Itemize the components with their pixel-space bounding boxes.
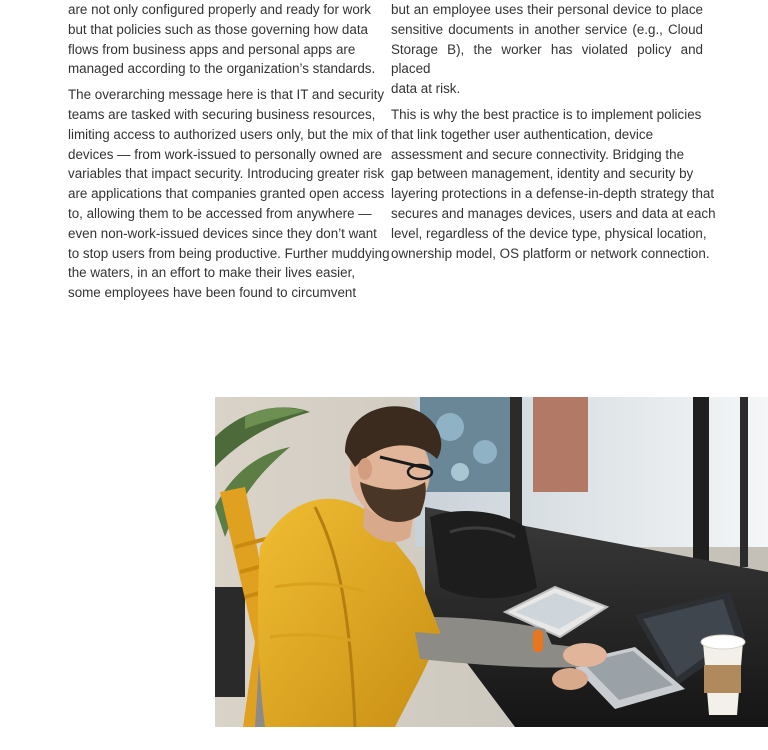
text-line: gap between management, identity and security by [391, 166, 694, 182]
ear [358, 458, 372, 480]
right-paragraph-1 [391, 0, 703, 99]
coffee-lid [701, 635, 745, 649]
text-line: layering protections in a defense-in-depth strategy that [391, 186, 715, 202]
text-line: but that policies such as those governing how data [68, 21, 368, 37]
window-frame [740, 397, 748, 567]
text-line: data at risk. [391, 81, 461, 97]
text-line: but an employee uses their personal device to place [391, 2, 703, 17]
text-line: The overarching message here is that IT and security [68, 87, 385, 103]
text-line: that link together user authentication, device [391, 126, 654, 142]
text-line: to, allowing them to be accessed from anywhere — [68, 205, 372, 221]
window-frame [693, 397, 709, 562]
text-line: Storage B), the worker has violated policy and placed [391, 41, 703, 77]
text-line: limiting access to authorized users only, but the mix of [68, 126, 388, 142]
plant-pot [215, 587, 245, 697]
text-line: assessment and secure connectivity. Bridging the [391, 146, 685, 162]
text-line: to stop users from being productive. Further muddying [68, 245, 390, 261]
left-paragraph-2 [68, 85, 390, 303]
text-line: some employees have been found to circumvent [68, 285, 357, 301]
coffee-sleeve [704, 665, 741, 693]
text-line: teams are tasked with securing business resources, [68, 106, 376, 122]
brick-building [533, 397, 588, 492]
left-text-column [68, 0, 390, 309]
text-line: even non-work-issued devices since they don’t want [68, 225, 377, 241]
left-paragraph-1 [68, 0, 378, 79]
text-line: are applications that companies granted open access [68, 186, 385, 202]
text-line: sensitive documents in another service (e.g., Cloud [391, 21, 703, 37]
text-line: managed according to the organization’s standards. [68, 61, 376, 77]
orange-wristband [533, 630, 543, 652]
text-line: ownership model, OS platform or network connection. [391, 245, 710, 261]
text-line: variables that impact security. Introducing greater risk [68, 166, 385, 182]
photo-illustration [215, 397, 768, 727]
text-line: secures and manages devices, users and data at each [391, 205, 716, 221]
text-line: are not only configured properly and ready for work [68, 2, 371, 17]
photo-man-working-on-laptop [215, 397, 768, 727]
glass-pattern [473, 440, 497, 464]
hand [552, 668, 588, 690]
right-paragraph-2 [391, 105, 716, 263]
text-line: the waters, in an effort to make their lives easier, [68, 265, 356, 281]
text-line: level, regardless of the device type, physical location, [391, 225, 707, 241]
text-line: devices — from work-issued to personally owned are [68, 146, 383, 162]
glass-pattern [451, 463, 469, 481]
text-line: This is why the best practice is to implement policies [391, 106, 702, 122]
right-text-column [391, 0, 716, 269]
text-line: flows from business apps and personal apps are [68, 41, 356, 57]
hand [563, 643, 607, 667]
